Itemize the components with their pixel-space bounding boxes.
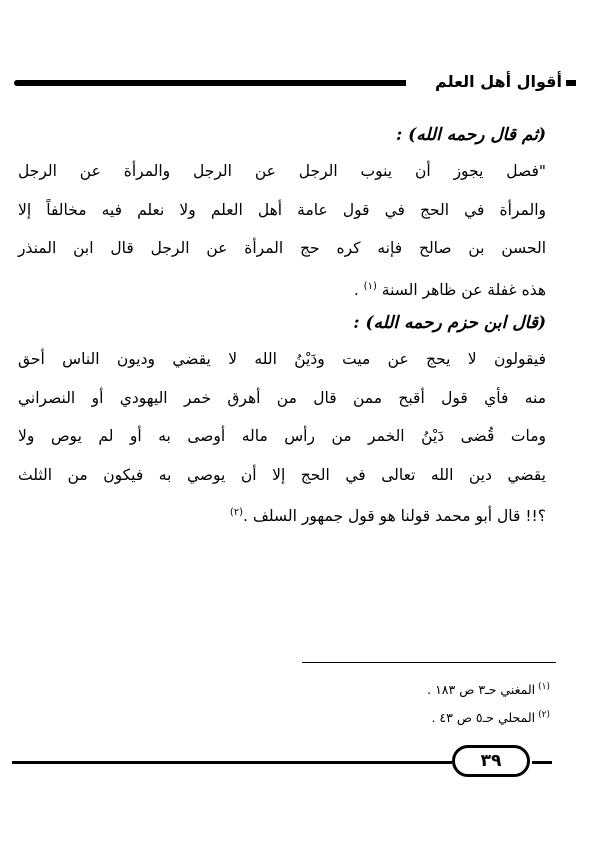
header-title: أقوال أهل العلم (431, 72, 566, 91)
footnotes (250, 673, 550, 729)
section-heading: (ثم قال رحمه الله) : (395, 125, 546, 145)
text-line: يقضي دين الله تعالى في الحج إلا أن يوصي به فيكون من الثلث (18, 465, 546, 484)
footer-rule (12, 761, 452, 764)
text-line: منه فأي قول أقبح ممن قال من أهرق خمر اليهودي أو النصراني (18, 388, 546, 407)
text-line (18, 494, 546, 533)
text-line: الحسن بن صالح فإنه كره حج المرأة عن الرجل قال ابن المنذر (18, 239, 546, 257)
text-span: هذه غفلة عن ظاهر السنة (381, 280, 546, 299)
running-header (14, 66, 576, 102)
text-line: فيقولون لا يحج عن ميت ودَيْنُ الله لا يقضي وديون الناس أحق (18, 350, 546, 368)
footnote-text: المغني حـ٣ ص ١٨٣ . (427, 682, 536, 697)
text-line: والمرأة في الحج في قول عامة أهل العلم ولا نعلم فيه مخالفاً إلا (18, 200, 546, 219)
text-line: ومات قُضى دَيْنُ الخمر من رأس ماله أوصى به أو لم يوص ولا (18, 427, 546, 445)
footnote-number: (٢) (538, 710, 550, 720)
footnote (250, 673, 550, 701)
footer-rule (532, 761, 552, 764)
page-number: ٣٩ (452, 745, 530, 777)
footnote-text: المحلي حـ٥ ص ٤٣ . (431, 710, 536, 725)
footnote-separator (302, 662, 556, 663)
text-line: "فصل يجوز أن ينوب الرجل عن الرجل والمرأة عن الرجل (18, 162, 546, 180)
footnote-number: (١) (538, 682, 550, 692)
section-heading: (قال ابن حزم رحمه الله) : (353, 313, 546, 333)
text-span: . (353, 280, 364, 299)
footnote-ref: (١) (363, 280, 377, 292)
text-line (18, 268, 546, 307)
footnote-ref: (٢) (229, 507, 244, 518)
main-text (18, 118, 546, 533)
text-span: ؟!! قال أبو محمد قولنا هو قول جمهور السلف . (243, 507, 546, 525)
footnote (250, 701, 550, 729)
